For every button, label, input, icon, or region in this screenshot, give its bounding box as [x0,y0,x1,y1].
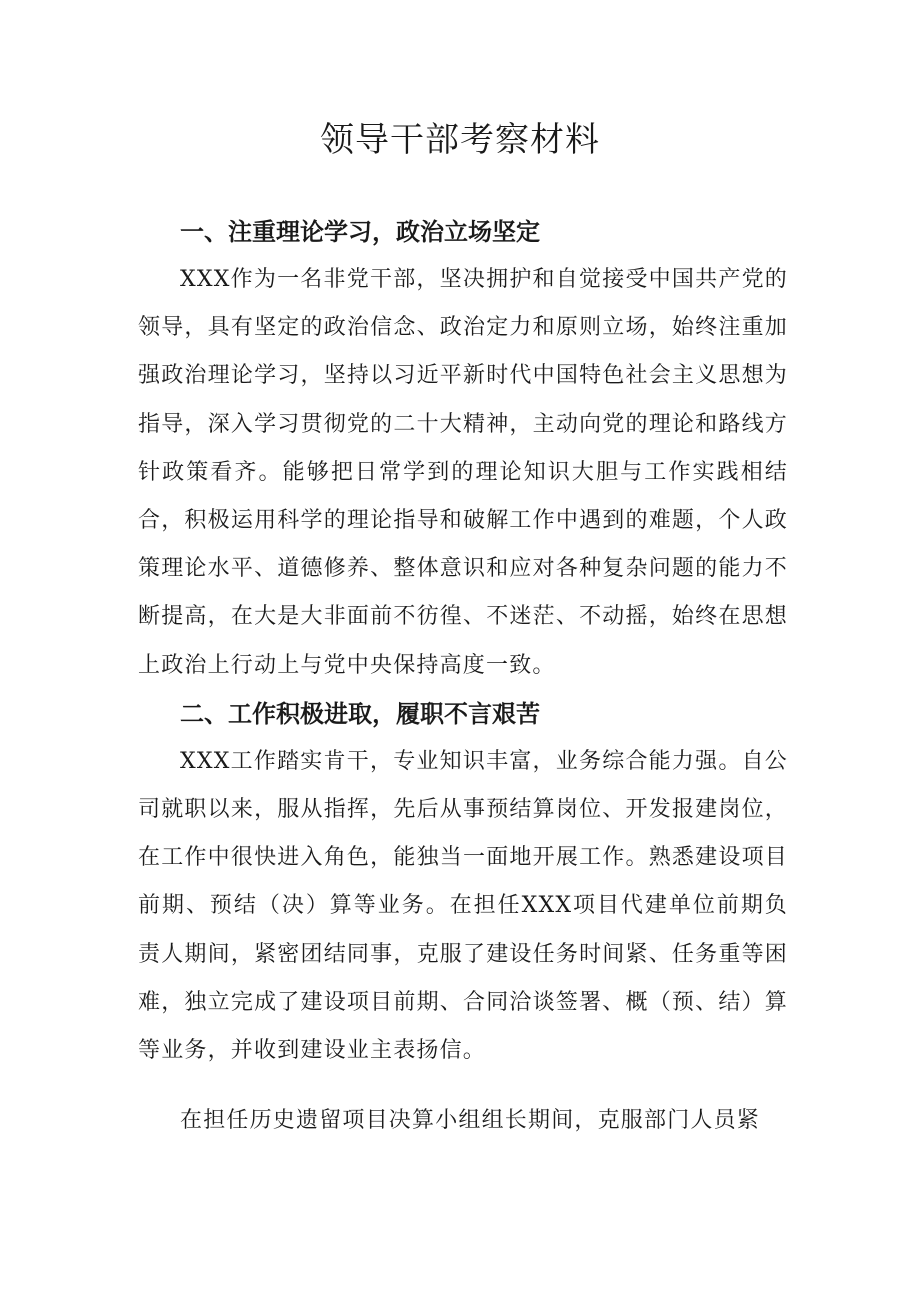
section-2-paragraph-2: 在担任历史遗留项目决算小组组长期间，克服部门人员紧 [180,1108,761,1134]
paragraph-gap [138,1075,788,1097]
section-heading-1: 一、注重理论学习，政治立场坚定 [180,218,540,246]
document-title: 领导干部考察材料 [320,120,600,160]
section-1-paragraph: XXX作为一名非党干部，坚决拥护和自觉接受中国共产党的领导，具有坚定的政治信念、政治定力和原则立场，始终注重加强政治理论学习，坚持以习近平新时代中国特色社会主义思想为指导，深入学习贯彻党的二十大精神，主动向党的理论和路线方针政策看齐。能够把日常学到的理论知识大胆与工作实践相结合，积极运用科学的理论指导和破解工作中遇到的难题，个人政策理论水平、道德修养、整体意识和应对各种复杂问题的能力不断提高，在大是大非面前不彷徨、不迷茫、不动摇，始终在思想上政治上行动上与党中央保持高度一致。 [138,267,788,678]
section-2-paragraph-1: XXX工作踏实肯干，专业知识丰富，业务综合能力强。自公司就职以来，服从指挥，先后从事预结算岗位、开发报建岗位，在工作中很快进入角色，能独当一面地开展工作。熟悉建设项目前期、预结（决）算等业务。在担任XXX项目代建单位前期负责人期间，紧密团结同事，克服了建设任务时间紧、任务重等困难，独立完成了建设项目前期、合同洽谈签署、概（预、结）算等业务，并收到建设业主表扬信。 [138,748,788,1064]
section-heading-2: 二、工作积极进取，履职不言艰苦 [180,699,540,728]
document-body [138,208,788,1145]
